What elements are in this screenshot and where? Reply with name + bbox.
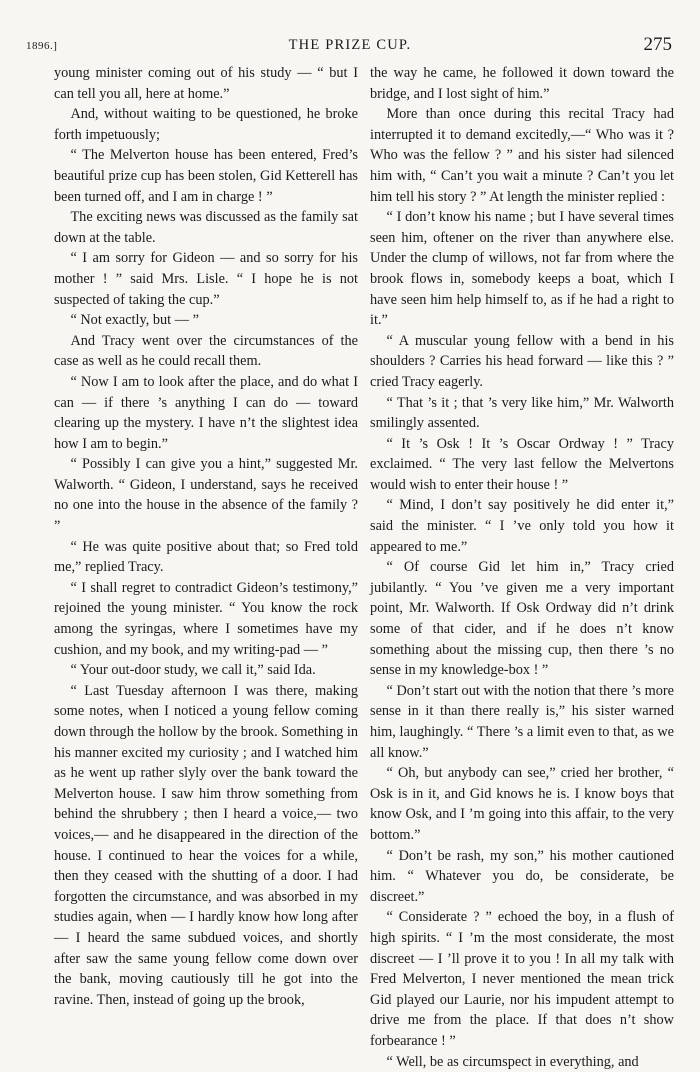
paragraph: “ Your out-door study, we call it,” said Ida. xyxy=(54,660,358,681)
paragraph: “ Oh, but anybody can see,” cried her brother, “ Osk is in it, and Gid knows he is. I know boys that know Osk, and I ’m going into this affair, to the very bottom.” xyxy=(370,763,674,845)
paragraph: “ Mind, I don’t say positively he did enter it,” said the minister. “ I ’ve only told you how it appeared to me.” xyxy=(370,495,674,557)
paragraph: “ The Melverton house has been entered, Fred’s beautiful prize cup has been stolen, Gid Ketterell has been turned off, and I am in charge ! ” xyxy=(54,145,358,207)
paragraph: young minister coming out of his study — “ but I can tell you all, here at home.” xyxy=(54,63,358,104)
paragraph: “ Don’t be rash, my son,” his mother cautioned him. “ Whatever you do, be considerate, be discreet.” xyxy=(370,846,674,908)
paragraph: “ A muscular young fellow with a bend in his shoulders ? Carries his head forward — like this ? ” cried Tracy eagerly. xyxy=(370,331,674,393)
paragraph: “ I shall regret to contradict Gideon’s testimony,” rejoined the young minister. “ You know the rock among the syringas, where I sometimes have my cushion, and my book, and my writing-pad — ” xyxy=(54,578,358,660)
paragraph: “ Don’t start out with the notion that there ’s more sense in it than there really is,” his sister warned him, laughingly. “ There ’s a limit even to that, as we all know.” xyxy=(370,681,674,763)
paragraph: the way he came, he followed it down toward the bridge, and I lost sight of him.” xyxy=(370,63,674,104)
left-column xyxy=(54,63,358,1010)
paragraph: The exciting news was discussed as the family sat down at the table. xyxy=(54,207,358,248)
paragraph: And, without waiting to be questioned, he broke forth impetuously; xyxy=(54,104,358,145)
paragraph: “ Possibly I can give you a hint,” suggested Mr. Walworth. “ Gideon, I understand, says he received no one into the house in the absence of the family ? ” xyxy=(54,454,358,536)
paragraph: More than once during this recital Tracy had interrupted it to demand excitedly,—“ Who was it ? Who was the fellow ? ” and his sister had silenced him with, “ Can’t you wait a minute ? Can’t you let him tell his story ? ” At length the minister replied : xyxy=(370,104,674,207)
paragraph: And Tracy went over the circumstances of the case as well as he could recall them. xyxy=(54,331,358,372)
paragraph: “ Considerate ? ” echoed the boy, in a flush of high spirits. “ I ’m the most considerate, the most discreet — I ’ll prove it to you ! In all my talk with Fred Melverton, I never mentioned the mean trick Gid played our Laurie, nor his impudent attempt to drive me from the place. If that does n’t show forbearance ! ” xyxy=(370,907,674,1051)
paragraph: “ Now I am to look after the place, and do what I can — if there ’s anything I can do — toward clearing up the mystery. I have n’t the slightest idea how I am to begin.” xyxy=(54,372,358,454)
page-number: 275 xyxy=(644,34,673,56)
header-title: THE PRIZE CUP. xyxy=(26,37,674,54)
right-column xyxy=(370,63,674,1072)
paragraph: “ I am sorry for Gideon — and so sorry for his mother ! ” said Mrs. Lisle. “ I hope he is not suspected of taking the cup.” xyxy=(54,248,358,310)
paragraph: “ Well, be as circumspect in everything, and xyxy=(370,1052,674,1072)
header-date: 1896.] xyxy=(26,40,57,52)
paragraph: “ He was quite positive about that; so Fred told me,” replied Tracy. xyxy=(54,537,358,578)
paragraph: “ Not exactly, but — ” xyxy=(54,310,358,331)
paragraph: “ Last Tuesday afternoon I was there, making some notes, when I noticed a young fellow coming down through the hollow by the brook. Something in his manner excited my curiosity ; and I watched him as he went up rather slyly over the bank toward the Melverton house. I saw him throw something from behind the shrubbery ; then I heard a voice,— two voices,— and he disappeared in the direction of the house. I continued to hear the voices for a while, then they ceased with the shutting of a door. I had forgotten the circumstance, and was absorbed in my studies again, when — I hardly know how long after — I heard the same subdued voices, and shortly after saw the same young fellow come down over the bank, moving cautiously till he got into the ravine. Then, instead of going up the brook, xyxy=(54,681,358,1011)
paragraph: “ I don’t know his name ; but I have several times seen him, oftener on the river than anywhere else. Under the clump of willows, not far from where the brook flows in, somebody keeps a boat, which I have seen him help himself to, as if he had a right to it.” xyxy=(370,207,674,331)
paragraph: “ Of course Gid let him in,” Tracy cried jubilantly. “ You ’ve given me a very important point, Mr. Walworth. If Osk Ordway did n’t drink some of that cider, and if he does n’t know something about the missing cup, then there ’s no sense in my knowledge-box ! ” xyxy=(370,557,674,681)
paragraph: “ It ’s Osk ! It ’s Oscar Ordway ! ” Tracy exclaimed. “ The very last fellow the Melvertons would wish to enter their house ! ” xyxy=(370,434,674,496)
running-header xyxy=(26,34,674,58)
paragraph: “ That ’s it ; that ’s very like him,” Mr. Walworth smilingly assented. xyxy=(370,393,674,434)
